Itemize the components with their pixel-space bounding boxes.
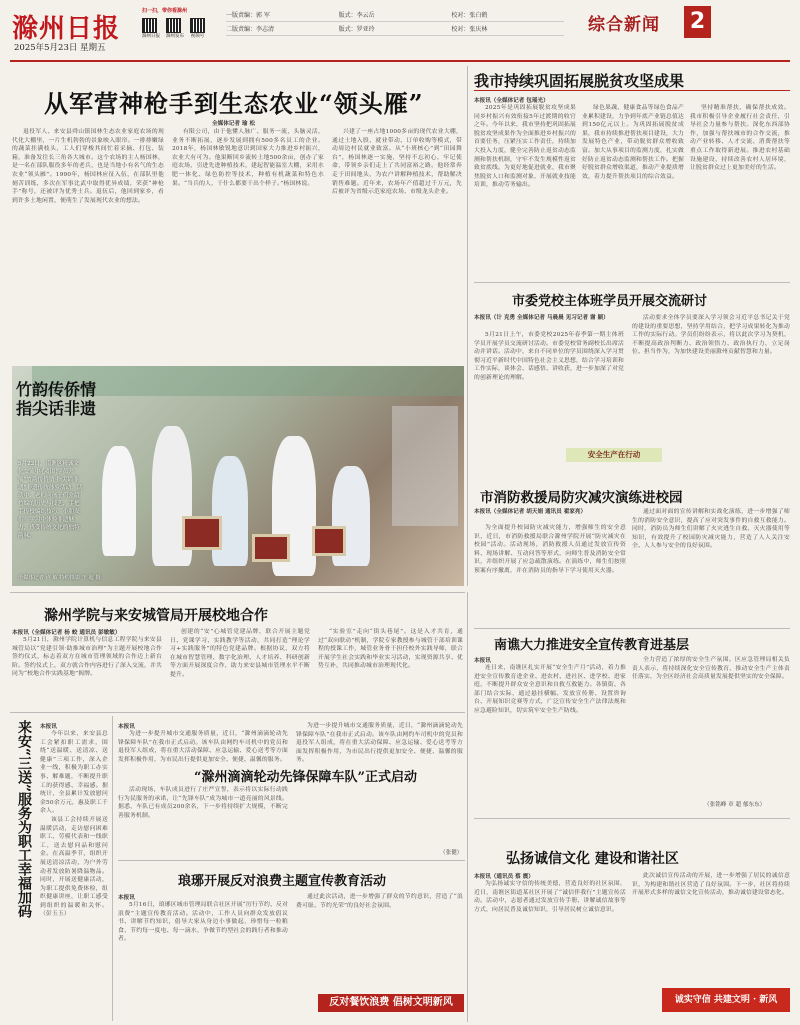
article-body: 此次诚信宣传活动的开展，进一步增强了居民的诚信意识，为构建和谐社区营造了良好氛围。下一步，社区将持续开展形式多样的诚信文化宣传活动，推动诚信建设常态化。 <box>632 873 790 897</box>
headline-rule <box>474 90 790 91</box>
article-byline: 本报讯（全媒体记者 杨 蛟 通讯员 彭敏敏） <box>12 630 121 636</box>
section-divider <box>118 860 465 861</box>
section-title: 综合新闻 <box>588 15 660 35</box>
article-byline: 本报讯（通讯员 蔡 震） <box>474 874 534 880</box>
article-body: 今年以来，来安县总工会紧扣职工需求，围绕“送温暖、送清凉、送健康”三项工作，深入企业一线，积极为职工办实事、解难题，不断提升职工的获得感、幸福感。据统计，全县累计发放慰问金50余万元，惠及职工千余人。 该县工会持续开展送温暖活动，走访慰问困难职工、劳模代表和一线职工，送去慰问品和慰问金。在高温季节，组织开展送清凉活动，为户外劳动者发放防暑降温物品。同时，开展送健康活动，为职工提供免费体检，组织健康讲座，让职工感受到组织的温暖和关怀。（彭玉玉） <box>40 731 108 918</box>
article-headline-vertical[interactable]: 来安“三送”服务为职工幸福加码 <box>16 720 32 919</box>
photo-figure <box>102 446 136 556</box>
qr-code-icon[interactable] <box>190 18 205 33</box>
article-headline[interactable]: 我市持续巩固拓展脱贫攻坚成果 <box>474 72 685 90</box>
article-byline: 本报讯 <box>40 724 57 730</box>
article-body: 5月21日，滁州学院计算机与信息工程学院与来安县城管局以“党建引领·助推城市治理”为主题开展校地合作签约仪式，标志着双方在城市管理领域的合作迈上新台阶。签约仪式上，双方就合作内容进行了深入交流，并共同为“校地合作实践基地”揭牌。 <box>12 637 162 678</box>
qr-label: 滁州发布 <box>166 34 184 39</box>
article-body: 为进一步提升城市交通服务质量，近日，“滁州滴滴轮动先锋保障车队”在我市正式启动。该车队由网约车司机中的党员和退役军人组成，将在重大活动保障、应急运输、爱心送考等方面发挥积极作用，为市民出行提供更加安全、便捷、温馨的服务。 <box>118 731 288 762</box>
masthead-divider <box>10 60 790 62</box>
article-body: 2025年是巩固拓展脱贫攻坚成果同乡村振兴有效衔接5年过渡期的收官之年。今年以来，我市坚持把巩固拓展脱贫攻坚成果作为全面推进乡村振兴的首要任务，压紧压实工作责任，持续加大投入力度，健全完善防止返贫动态监测和帮扶机制，守牢不发生规模性返贫致贫底线。为更好地促进就业，我市聚焦脱贫人口和监测对象，开展就业技能培训，推动劳务输出。 <box>474 105 576 189</box>
editor-row: 一版责编：郭 军 版式：李云岳 校对：张白鹤 <box>226 8 564 22</box>
photo-headline[interactable]: 竹韵传侨情 指尖话非遗 <box>16 380 97 418</box>
article-credit: （张铭峰 章 超 郁东东） <box>704 802 766 808</box>
article-byline: 本报讯（计 克勇 全媒体记者 马晨晨 见习记者 谢 颖） <box>474 315 609 321</box>
photo-artwork <box>252 534 290 562</box>
column-tag: 安全生产在行动 <box>566 448 662 462</box>
article-body: 兴建了一座占地1000多亩的现代农业大棚，通过土地入股、就业带动、订单收购等模式，带动周边村民就业致富。从“小班核心”到“田园舞台”，杨国林逐一实施，坚持不忘初心，牢记使命，带领乡亲们走上了共同富裕之路。他经常奔走于田间地头，为农户讲解种植技术，帮助解决销售难题。近年来，农场年产值超过千万元，先后被评为省级示范家庭农场、市级龙头企业。 <box>332 129 462 196</box>
article-byline: 本报讯（全媒体记者 包瑶光） <box>474 98 549 104</box>
article-byline: 本报讯（全媒体记者 胡天娟 通讯员 翟家亮） <box>474 509 587 515</box>
qr-code-icon[interactable] <box>166 18 181 33</box>
issue-date: 2025年5月23日 星期五 <box>14 43 106 53</box>
photo-caption: 5月22日，南谯区精诚文化交流中心组织学员开展“竹韵传侨情·指尖话非遗”非遗传统体验活动。活动中，老师向孩子们介绍竹编的历史与技艺，手把手传授编织技巧，小朋友们在学习中体验非遗魅力，感受传统文化的独特韵味。 <box>18 461 83 539</box>
article-headline[interactable]: 滁州学院与来安城管局开展校地合作 <box>44 608 268 624</box>
section-divider <box>474 818 790 819</box>
article-byline: 本报讯 <box>118 724 135 730</box>
photo-background-panel <box>392 406 458 526</box>
newspaper-logo: 滁州日报 <box>12 14 121 44</box>
campaign-banner: 反对餐饮浪费 倡树文明新风 <box>318 994 464 1012</box>
column-divider <box>467 66 468 586</box>
article-byline: 全媒体记者 瑜 松 <box>212 121 256 127</box>
qr-code-icon[interactable] <box>142 18 157 33</box>
article-body: 5月21日上午，市委党校2025年春季第一期主体班学员开展学员交流研讨活动。市委党校常务副校长出席活动并讲话。活动中，来自不同单位的学员围绕深入学习贯彻习近平新时代中国特色社会主义思想，结合学习培训和工作实际，谈体会、话感悟、讲收获，进一步加深了对党的创新理论的理解。 <box>474 332 624 381</box>
article-body: 活动要求全体学员要深入学习领会习近平总书记关于党的建设的重要思想，坚持学用结合，把学习成果转化为推动工作的实际行动。学员们纷纷表示，将以此次学习为契机，不断提高政治判断力、政治领悟力、政治执行力，立足岗位、担当作为，为加快建设美丽滁州贡献智慧和力量。 <box>632 315 790 356</box>
editor-credits <box>226 8 564 36</box>
article-headline[interactable]: 琅琊开展反对浪费主题宣传教育活动 <box>178 874 387 889</box>
article-body: “实验室”走向“街头巷尾”。这是入才共育，通过“双向联动”机制，学院专家教授参与城管干部培训课程的授课工作，城管业务骨干担任校外实践导师，联合开展学生社会实践和毕业实习活动，实现资源共享、优势互补，共同推动城市治理现代化。 <box>318 629 463 670</box>
article-body: 全力营造了浓厚的安全生产氛围。区应急管理局相关负责人表示，将持续深化安全宣传教育，推动安全生产主体责任落实，为全区经济社会高质量发展提供坚实的安全保障。 <box>632 657 790 681</box>
article-body: 为弘扬诚实守信的传统美德，营造良好的社区氛围，近日，南谯区街道某社区开展了“诚信伴我行”主题宣传活动。活动中，志愿者通过发放宣传手册、讲解诚信故事等方式，向居民普及诚信知识，引导居民树立诚信意识。 <box>474 881 626 913</box>
section-divider <box>474 628 790 629</box>
qr-label: 视频号 <box>190 34 205 39</box>
column-divider <box>112 716 113 1021</box>
article-byline: 本报讯 <box>474 658 491 664</box>
article-headline[interactable]: 市委党校主体班学员开展交流研讨 <box>512 294 708 309</box>
article-headline[interactable]: 市消防救援局防灾减灾演练进校园 <box>480 490 683 506</box>
article-body: 通过面对面的宣传讲解和实战化演练，进一步增强了师生的消防安全意识，提高了应对突发事件的自救互救能力。同时，消防员为师生们讲解了火灾逃生自救、灭火器使用等知识，有效提升了校园防灾减灾能力，营造了人人关注安全、人人参与安全的良好氛围。 <box>632 509 790 550</box>
article-body: 5月16日，琅琊区城市管理局联合社区开展“厉行节约、反对浪费”主题宣传教育活动。活动中，工作人员向群众发放倡议书、讲解节约知识，倡导大家从身边小事做起，珍惜每一粒粮食、节约每一度电、每一滴水，争做节约型社会的践行者和推动者。 <box>118 902 288 943</box>
article-headline[interactable]: “滁州滴滴轮动先锋保障车队”正式启动 <box>194 770 417 785</box>
article-body: 通过此次活动，进一步增强了群众的节约意识，营造了“浪费可耻、节约光荣”的良好社会氛围。 <box>296 894 463 909</box>
article-body: 有限公司，由于他懂人脉广、服务一流，头脑灵活，业务不断拓展，逐步发展到拥有500多名员工的企业。2018年，杨国林敏锐地意识到国家大力推进乡村振兴，农业大有可为。他果断回乡流转土地500余亩，创办了家庭农场，引进先进种植技术，建起智能温室大棚，采用水肥一体化、绿色防控等技术，种植有机蔬菜和特色水果。“当兵的人，干什么都要干出个样子。”杨国林说。 <box>172 129 324 187</box>
section-divider <box>474 282 790 283</box>
section-divider <box>10 712 465 713</box>
article-body: 退役军人、来安县舜山镇国林生态农业家庭农场的现代化大棚里，一片生机勃勃的景象映入眼帘。一排排嫩绿的蔬菜挂满枝头，工人们穿梭其间忙着采摘、打包、装箱，准备发往长三角各大城市。这个农场的主人杨国林，是一名在部队服役多年的老兵，也是当地小有名气的生态农业“领头雁”。1990年，杨国林应征入伍，在部队里他刻苦训练，多次在军事比武中取得优异成绩，荣获“神枪手”称号，还被评为优秀士兵。退伍后，他回到家乡，看到许多土地闲置，便萌生了发展现代农业的想法。 <box>12 129 164 204</box>
article-body: 为进一步提升城市交通服务质量，近日，“滁州滴滴轮动先锋保障车队”在我市正式启动。该车队由网约车司机中的党员和退役军人组成，将在重大活动保障、应急运输、爱心送考等方面发挥积极作用，为市民出行提供更加安全、便捷、温馨的服务。 <box>296 723 463 764</box>
article-body: 为全面提升校园防灾减灾能力，增强师生的安全意识，近日，市消防救援局联合滁州学院开展“防灾减灾在校园”活动。活动现场，消防救援人员通过发放宣传资料、现场讲解、互动问答等形式，向师生普及消防安全常识，并组织开展了应急疏散演练。在演练中，师生们按照预案有序撤离，并在消防员的指导下学习使用灭火器。 <box>474 525 626 574</box>
article-headline[interactable]: 弘扬诚信文化 建设和谐社区 <box>506 851 679 867</box>
photo-artwork <box>312 526 346 556</box>
article-credit: （张健） <box>440 850 463 856</box>
article-body: 创建的“安”心城管党建品牌，联合开展主题党日、党课学习、实践教学等活动，共同打造“理论学习+实践服务”的特色党建品牌。根据协议，双方将在城市智慧管理、数字化治理、人才培养、科研创新等方面开展深度合作，助力来安县城市管理水平不断提升。 <box>170 629 310 678</box>
article-headline[interactable]: 南谯大力推进安全宣传教育进基层 <box>494 638 690 653</box>
article-body: 连日来，南谯区扎实开展“安全生产月”活动，着力推进安全宣传教育进企业、进农村、进社区、进学校、进家庭，不断提升群众安全意识和自救互救能力。各镇街、各部门结合实际，通过悬挂横幅、发放宣传册、设置咨询台、开展知识竞赛等方式，广泛宣传安全生产法律法规和应急避险知识，切实筑牢安全生产防线。 <box>474 665 626 714</box>
photo-artwork <box>182 516 222 550</box>
section-divider <box>10 592 465 593</box>
column-divider <box>467 592 468 1022</box>
qr-label: 滁州日报 <box>142 34 160 39</box>
article-body: 绿色果蔬、健康食品等绿色食品产业累积建设，力争到年底产业链总值达到150亿元以上。为巩固拓展脱贫成果，我市持续推进帮扶项目建设，大力发展特色产业，带动脱贫群众增收致富。加大从事项目的监测力度，扎实做好防止返贫动态监测和帮扶工作。把握好脱贫群众增收渠道，推动产业提质增效，着力提升帮扶项目的综合效益。 <box>582 105 684 180</box>
article-body: 活动现场，车队成员进行了庄严宣誓，表示将以实际行动践行为民服务的承诺，让“先锋车队”成为城市一道亮丽的风景线。据悉，车队已有成员200余名，下一步将持续扩大规模，不断完善服务机制。 <box>118 787 288 819</box>
editor-row: 二版责编：李志清 版式：罗亚玲 校对：张庆林 <box>226 22 564 36</box>
campaign-badge: 诚实守信 共建文明 · 新风 <box>662 988 790 1012</box>
page-number: 2 <box>684 6 711 38</box>
article-body: 坚持精准帮扶，确保帮扶成效。我市积极引导企业履行社会责任，引导社会力量参与帮扶。深化东西部协作，加强与帮扶城市的合作交流，推动产业转移、人才交流、消费帮扶等重点工作取得新进展。推进农村基础设施建设，持续改善农村人居环境，让脱贫群众过上更加美好的生活。 <box>690 105 790 172</box>
article-headline[interactable]: 从军营神枪手到生态农业“领头雁” <box>44 89 424 118</box>
article-byline: 本报讯 <box>118 895 135 901</box>
qr-code-area <box>142 7 210 57</box>
qr-title: 扫一扫，带你看滁州 <box>142 8 188 14</box>
photo-credit: 全媒体记者 卢 敏 特约摄影 王 超 摄 <box>18 575 101 581</box>
